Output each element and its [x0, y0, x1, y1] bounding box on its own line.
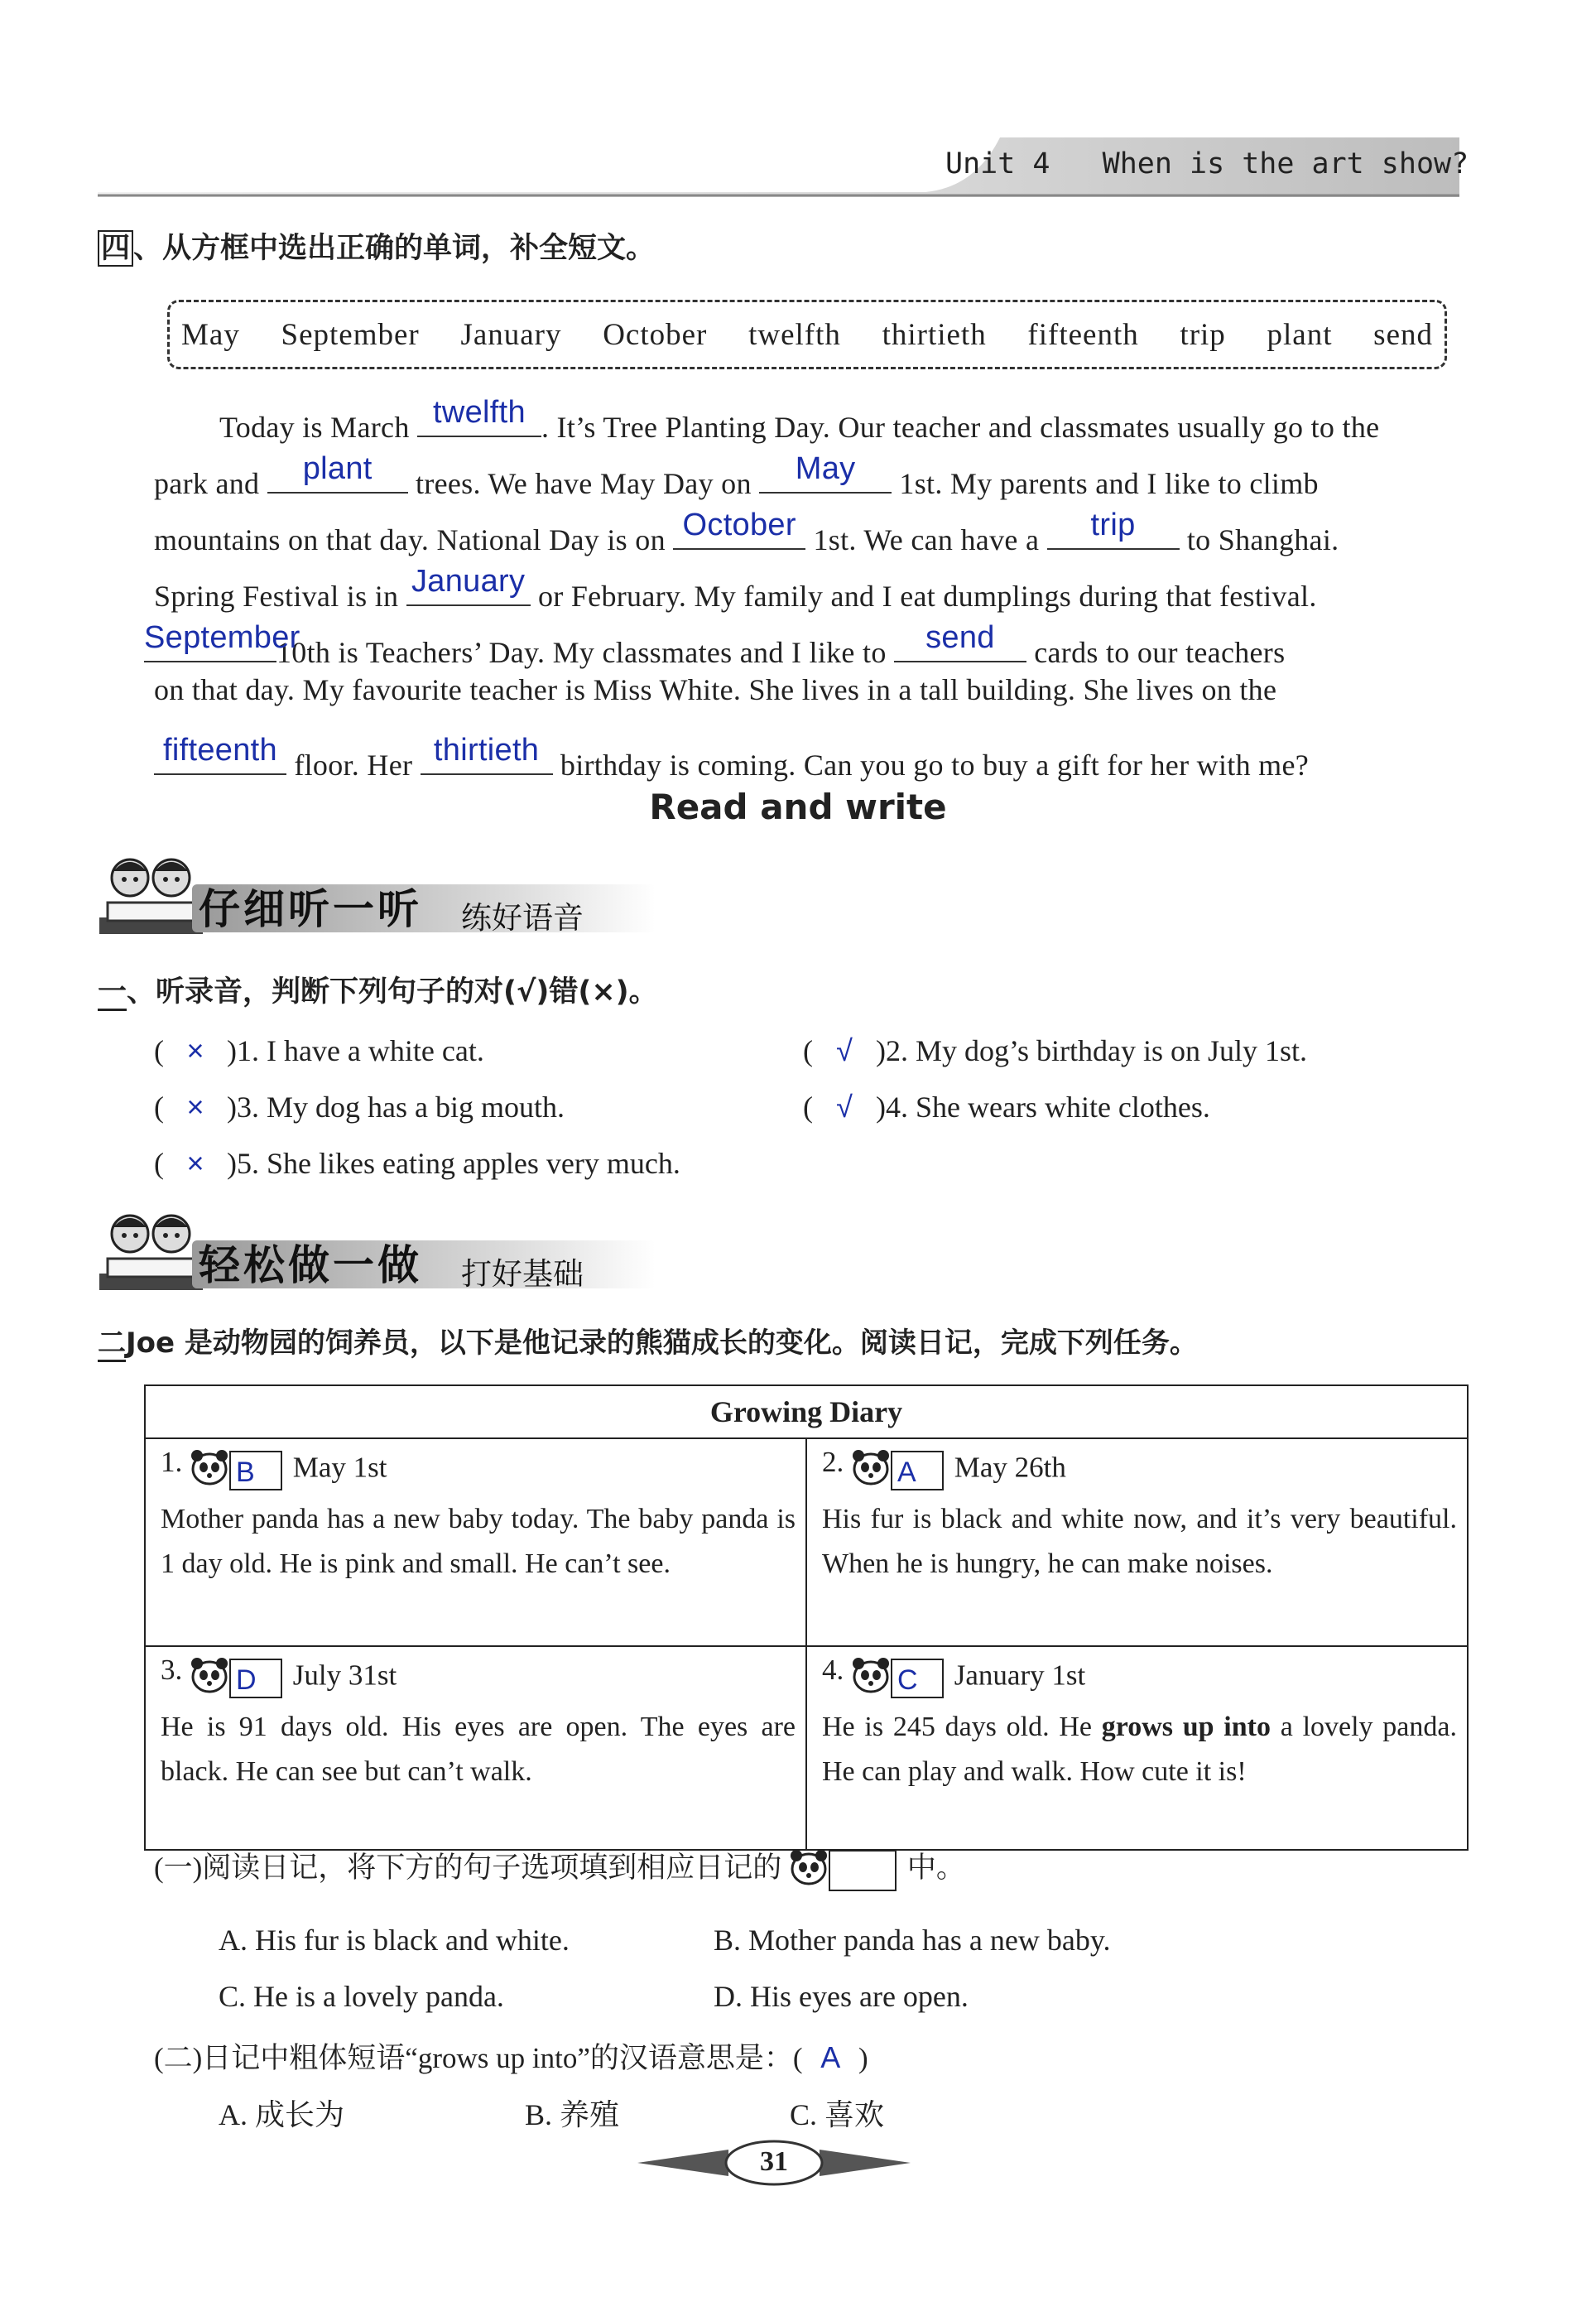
word-bank-item: May [181, 317, 240, 352]
question-1: (一)阅读日记，将下方的句子选项填到相应日记的 中。 [154, 1845, 965, 1895]
listen-item-1: ( × )1. I have a white cat. [154, 1033, 484, 1067]
section4-number: 四 [98, 230, 133, 267]
answer-blank: January [406, 560, 531, 606]
answer-blank: May [759, 447, 892, 494]
answer-blank: October [673, 503, 805, 550]
diary-entry: 4. C January 1st He is 245 days old. He grows up into a lovely panda. He can play and walk. How cute it is! [806, 1646, 1468, 1850]
diary-entry: 2. A May 26th His fur is black and white now, and it’s very beautiful. When he is hungry, he can make noises. [806, 1438, 1468, 1646]
banner-listen-main: 仔细听一听 [199, 885, 422, 933]
passage-line: September 10th is Teachers’ Day. My classmates and I like to send cards to our teachers [154, 616, 1470, 670]
diary-title: Growing Diary [145, 1385, 1468, 1438]
answer-blank: trip [1047, 503, 1180, 550]
banner-listen [93, 845, 656, 944]
diary-entry: 3. D July 31st He is 91 days old. His eyes are open. The eyes are black. He can see but can’t walk. [145, 1646, 806, 1850]
word-bank [167, 300, 1447, 369]
kids-reading-icon [93, 1201, 209, 1300]
kids-reading-icon [93, 845, 209, 944]
read-write-title: Read and write [649, 787, 947, 827]
answer-box: C [891, 1659, 944, 1698]
banner-practice-sub: 打好基础 [461, 1256, 584, 1292]
option-b: B. Mother panda has a new baby. [714, 1924, 1111, 1957]
listen-number: 一 [98, 975, 127, 1011]
listen-item-4: ( √ )4. She wears white clothes. [803, 1090, 1210, 1124]
listen-instruction: 、听录音，判断下列句子的对(√)错(×)。 [127, 975, 658, 1009]
answer-blank: twelfth [417, 391, 541, 437]
passage-line: on that day. My favourite teacher is Miss White. She lives in a tall building. She lives on the [154, 673, 1277, 706]
task2-number: 二 [98, 1327, 126, 1362]
answer-box: A [891, 1451, 944, 1490]
listen-item-3: ( × )3. My dog has a big mouth. [154, 1090, 565, 1124]
diary-entry: 1. B May 1st Mother panda has a new baby today. The baby panda is 1 day old. He is pink and small. He can’t see. [145, 1438, 806, 1646]
passage-line: fifteenth floor. Her thirtieth birthday is coming. Can you go to buy a gift for her with me? [154, 729, 1470, 782]
option-d: D. His eyes are open. [714, 1980, 969, 2013]
page-number-ornament [637, 2138, 911, 2188]
banner-practice-main: 轻松做一做 [199, 1241, 422, 1289]
panda-icon [190, 1654, 229, 1702]
word-bank-item: send [1373, 317, 1433, 352]
q2-option-a: A. 成长为 [219, 2098, 344, 2131]
passage-line: Today is March twelfth . It’s Tree Planting Day. Our teacher and classmates usually go to the [219, 391, 1536, 445]
q2-option-b: B. 养殖 [525, 2098, 620, 2131]
word-bank-item: October [603, 317, 708, 352]
panda-icon [851, 1654, 891, 1702]
q2-option-c: C. 喜欢 [790, 2098, 885, 2131]
growing-diary-table [144, 1384, 1469, 1851]
answer-blank: fifteenth [154, 729, 286, 775]
banner-practice [93, 1201, 656, 1300]
word-bank-item: twelfth [748, 317, 841, 352]
unit-label: Unit 4 [945, 147, 1050, 181]
word-bank-item: trip [1180, 317, 1226, 352]
bold-phrase: grows up into [1101, 1712, 1271, 1742]
page-number: 31 [760, 2146, 788, 2177]
option-c: C. He is a lovely panda. [219, 1980, 504, 2013]
answer-box: D [229, 1659, 282, 1698]
header-title [945, 147, 1469, 181]
listen-item-5: ( × )5. She likes eating apples very much. [154, 1146, 680, 1180]
panda-icon [789, 1846, 829, 1895]
section4-instruction: 、从方框中选出正确的单词，补全短文。 [133, 232, 656, 265]
answer-blank: send [894, 616, 1026, 662]
panda-icon [851, 1446, 891, 1495]
word-bank-item: fifteenth [1027, 317, 1139, 352]
word-bank-item: September [281, 317, 420, 352]
unit-title: When is the art show? [1102, 147, 1469, 181]
task2-heading [98, 1320, 1198, 1360]
word-bank-item: thirtieth [882, 317, 987, 352]
answer-blank: September [144, 616, 276, 662]
q2-answer: A [820, 2040, 841, 2074]
passage-line: park and plant trees. We have May Day on May 1st. My parents and I like to climb [154, 447, 1470, 501]
answer-blank: thirtieth [421, 729, 553, 775]
answer-blank: plant [267, 447, 408, 494]
banner-listen-sub: 练好语音 [461, 900, 584, 936]
section4-heading [98, 225, 655, 267]
task2-instruction: Joe 是动物园的饲养员，以下是他记录的熊猫成长的变化。阅读日记，完成下列任务。 [126, 1327, 1198, 1360]
option-a: A. His fur is black and white. [219, 1924, 570, 1957]
listen-heading [98, 969, 658, 1010]
question-2: (二)日记中粗体短语“grows up into”的汉语意思是：( A ) [154, 2040, 868, 2074]
word-bank-item: January [460, 317, 562, 352]
answer-box: B [229, 1451, 282, 1490]
answer-box [829, 1850, 897, 1891]
passage-line: Spring Festival is in January or February. My family and I eat dumplings during that festival. [154, 560, 1470, 614]
passage-line: mountains on that day. National Day is on October 1st. We can have a trip to Shanghai. [154, 503, 1470, 557]
panda-icon [190, 1446, 229, 1495]
listen-item-2: ( √ )2. My dog’s birthday is on July 1st. [803, 1033, 1308, 1067]
word-bank-item: plant [1267, 317, 1333, 352]
